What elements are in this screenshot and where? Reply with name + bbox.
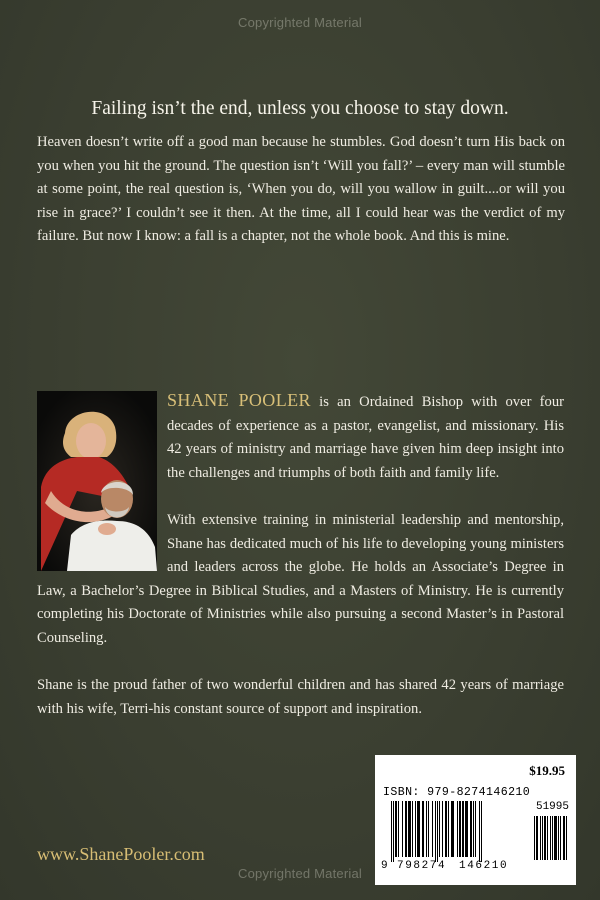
- barcode-bar: [542, 816, 543, 860]
- barcode-bar: [412, 801, 413, 857]
- author-name: SHANE POOLER: [167, 390, 311, 410]
- barcode-bar: [459, 801, 461, 857]
- barcode-bar: [560, 816, 561, 860]
- barcode-bar: [422, 801, 424, 857]
- barcode-bar: [415, 801, 416, 857]
- barcode-bar: [435, 801, 436, 862]
- barcode-bar: [445, 801, 447, 857]
- isbn-label: ISBN: 979-8274146210: [383, 786, 531, 799]
- ean-barcode: [391, 801, 527, 863]
- barcode-bar: [408, 801, 411, 857]
- barcode-bar: [395, 801, 397, 857]
- barcode-bar: [473, 801, 474, 857]
- barcode-bar: [566, 816, 567, 860]
- barcode-bar: [437, 801, 438, 862]
- intro-paragraph: Heaven doesn’t write off a good man because he stumbles. God doesn’t turn His back on you when you hit the ground. The question isn’t ‘Will you fall?’ – every man will stumble at some point, the real question is, ‘When you do, will you wallow in guilt....or will you rise in grace?’ I couldn’t see it then. At the time, all I could hear was the verdict of my failure. But now I know: a fall is a chapter, not the whole book. And this is mine.: [37, 134, 565, 245]
- barcode-bar: [544, 816, 546, 860]
- bio-paragraph-3: Shane is the proud father of two wonderful children and has shared 42 years of marriage with his wife, Terri-his constant source of support and inspiration.: [37, 677, 564, 717]
- barcode-bar: [428, 801, 429, 857]
- barcode-bar: [442, 801, 443, 857]
- barcode-bar: [462, 801, 464, 857]
- ean-left-digits: 798274: [397, 860, 447, 872]
- barcode-bar: [402, 801, 403, 857]
- ean-first-digit: 9: [381, 860, 388, 872]
- barcode-bar: [536, 816, 538, 860]
- barcode-bar: [393, 801, 394, 862]
- barcode-bar: [405, 801, 407, 857]
- barcode-bar: [439, 801, 440, 857]
- bio-paragraph-2: With extensive training in ministerial leadership and mentorship, Shane has dedicated much of his life to developing young ministers and leaders across the globe. He holds an Associate’s Degree in Law, a Bachelor’s Degree in Biblical Studies, and a Masters of Ministry. He is currently completing his Doctorate of Ministries while also pursuing a second Master’s in Pastoral Counseling.: [37, 511, 564, 646]
- headline: Failing isn’t the end, unless you choose to stay down.: [91, 98, 509, 119]
- barcode-bar: [540, 816, 541, 860]
- barcode-bar: [457, 801, 458, 857]
- barcode-bar: [451, 801, 454, 857]
- barcode-bar: [547, 816, 548, 860]
- barcode-bar: [475, 801, 476, 857]
- watermark-top: Copyrighted Material: [238, 15, 362, 30]
- barcode-bar: [558, 816, 559, 860]
- barcode-bar: [426, 801, 427, 857]
- photo-spacer: [37, 389, 167, 565]
- website-link[interactable]: www.ShanePooler.com: [37, 844, 205, 864]
- author-bio: [37, 389, 564, 745]
- addon-number: 51995: [535, 801, 569, 813]
- barcode-bar: [550, 816, 551, 860]
- barcode-bar: [534, 816, 535, 860]
- barcode-bar: [432, 801, 433, 857]
- barcode-bar: [465, 801, 468, 857]
- bio-paragraph-1-text: is an Ordained Bishop with over four decades of experience as a pastor, evangelist, and missionary. His 42 years of ministry and marriage have given him deep insight into the challenges and triumphs of both faith and family life.: [167, 394, 564, 481]
- barcode-bar: [448, 801, 449, 857]
- barcode-bar: [391, 801, 392, 862]
- price-addon-barcode: [534, 816, 571, 863]
- barcode-bar: [479, 801, 480, 862]
- barcode-bar: [398, 801, 399, 857]
- barcode-bar: [470, 801, 472, 857]
- bio-paragraph-1: [37, 389, 564, 485]
- barcode-bar: [481, 801, 482, 862]
- barcode-bar: [563, 816, 565, 860]
- ean-right-digits: 146210: [459, 860, 509, 872]
- barcode-bar: [552, 816, 553, 860]
- price: $19.95: [529, 763, 565, 778]
- barcode-bar: [554, 816, 557, 860]
- watermark-bottom: Copyrighted Material: [238, 866, 362, 881]
- barcode-bar: [417, 801, 420, 857]
